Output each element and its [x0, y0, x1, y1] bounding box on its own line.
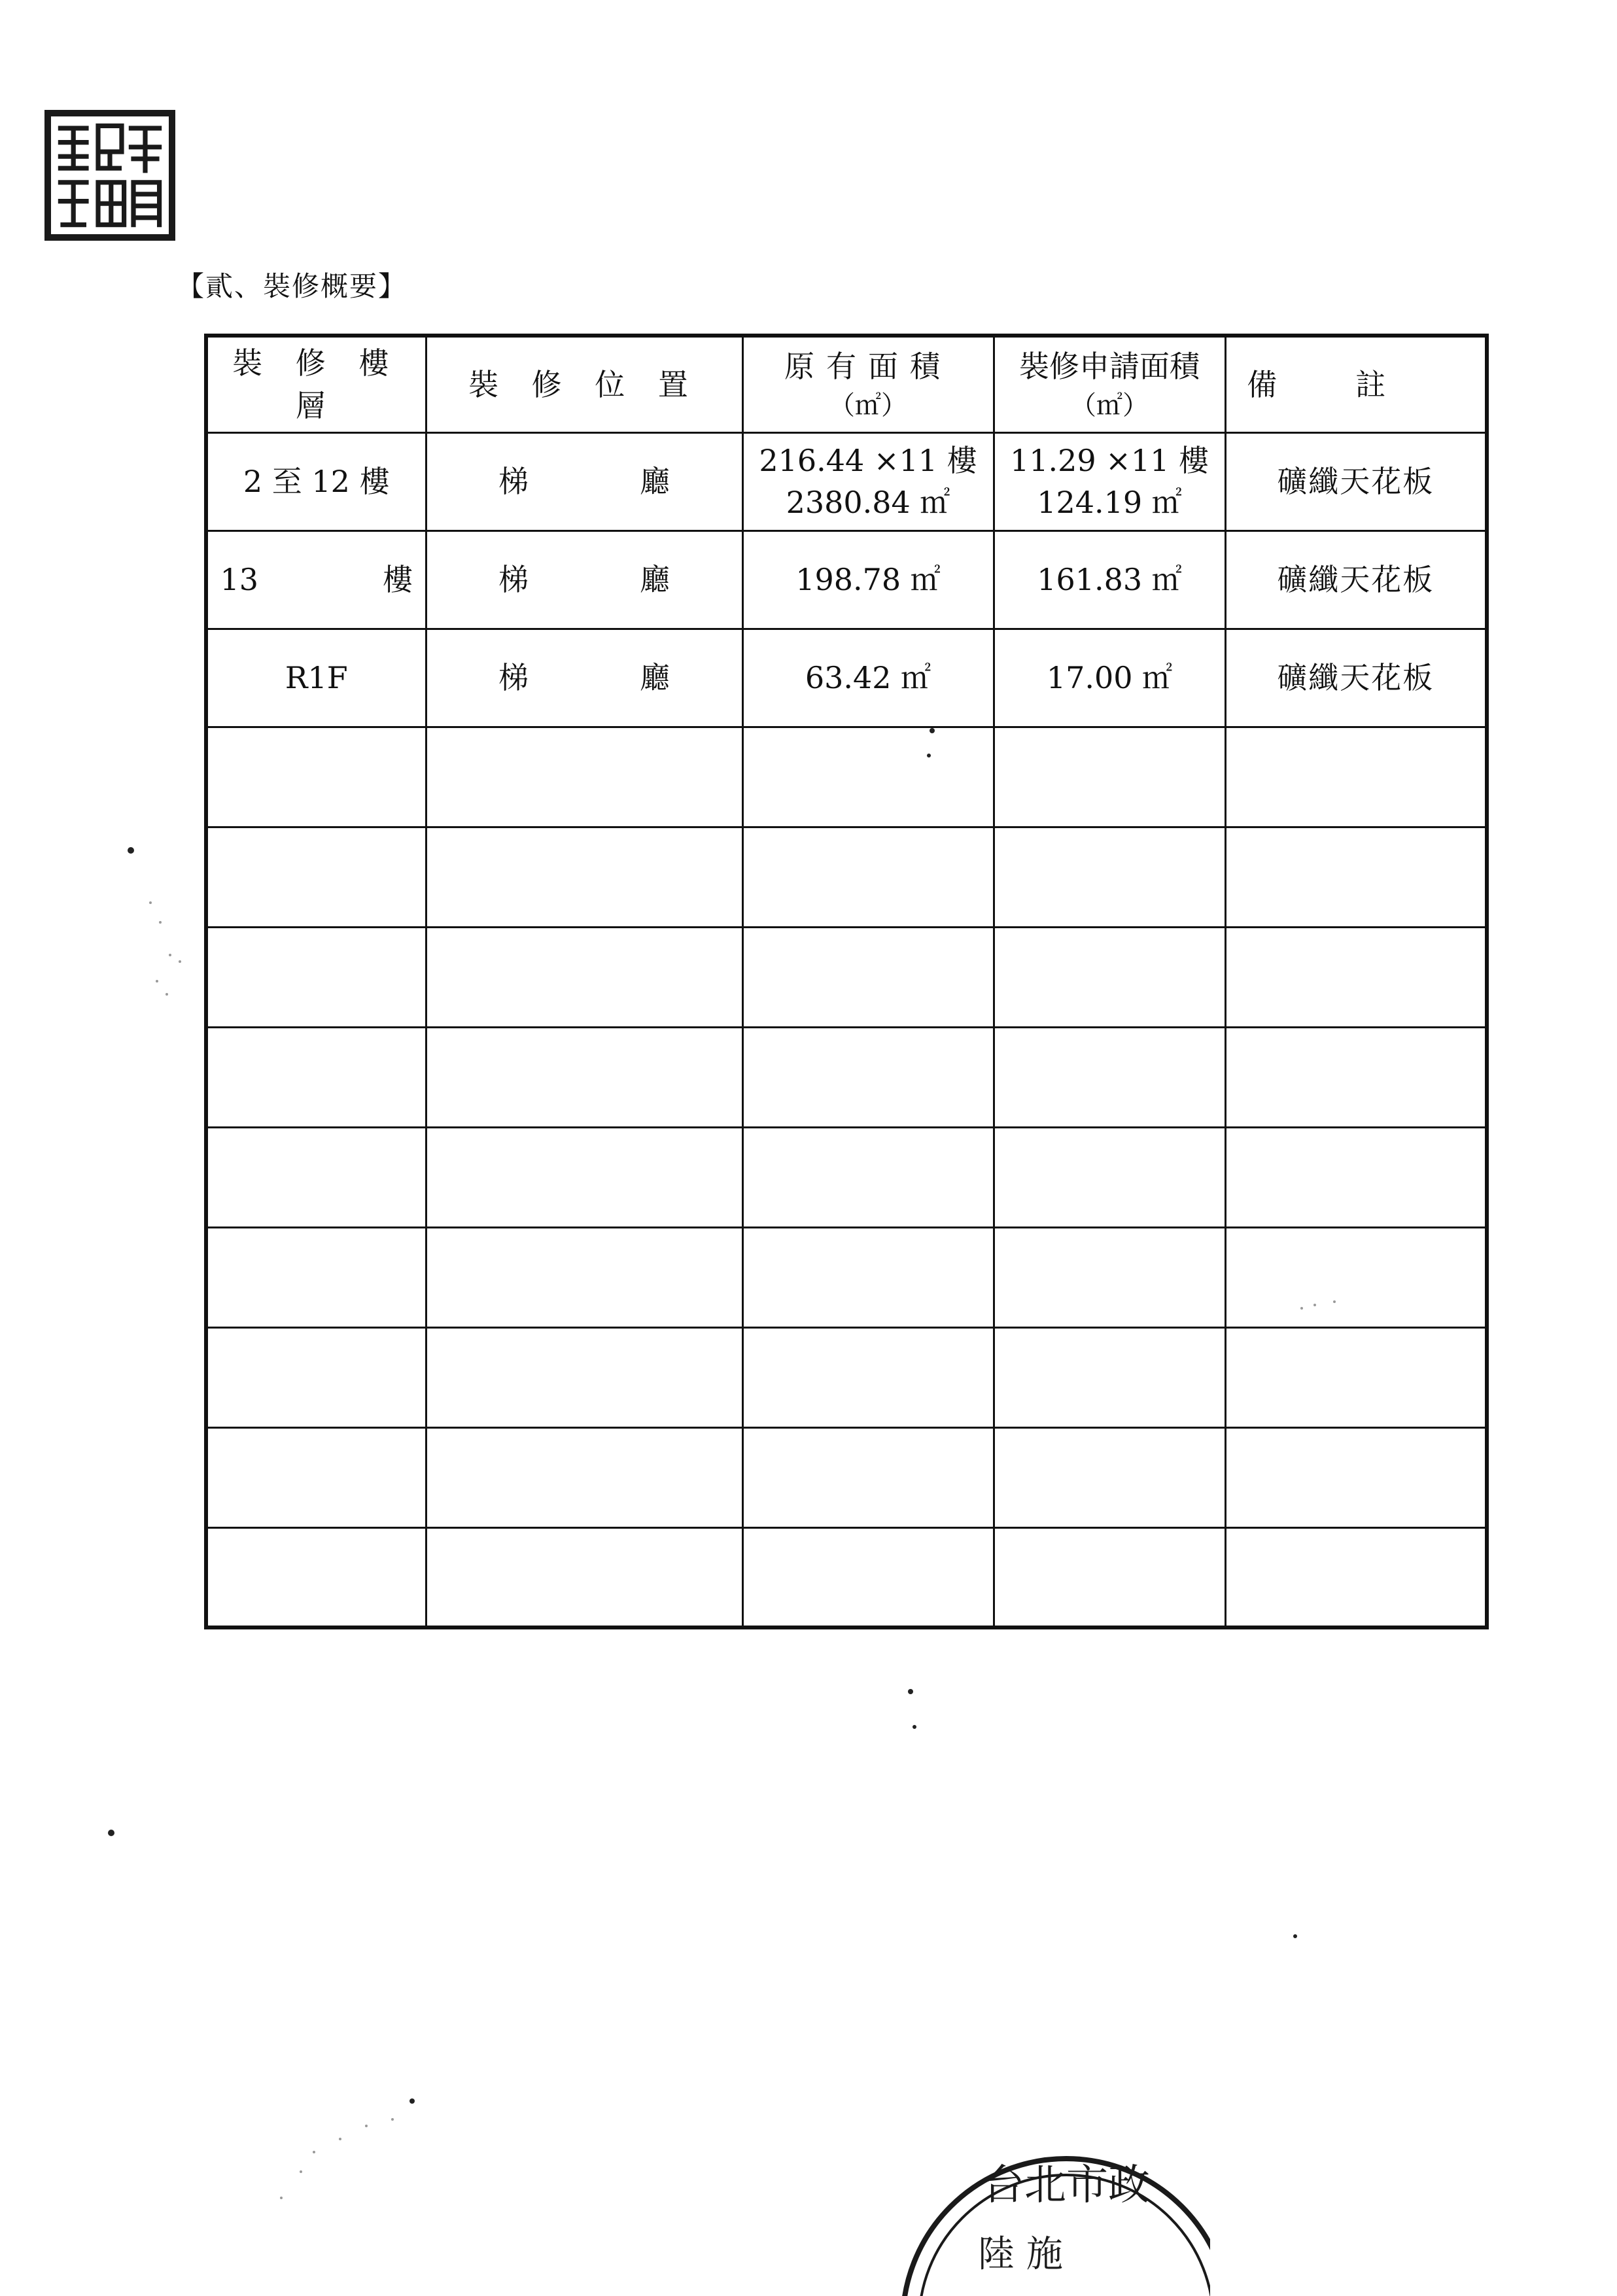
- header-original-area: 原有面積 （㎡）: [742, 336, 994, 432]
- cell-floor: R1F: [206, 629, 426, 727]
- table-row-empty: [206, 827, 1487, 927]
- table-header-row: [206, 336, 1487, 432]
- round-seal-graphic: [870, 2126, 1210, 2296]
- cell-original-area: 198.78 ㎡: [742, 531, 994, 629]
- table-row-empty: [206, 1427, 1487, 1527]
- original-area-unit: （㎡）: [829, 390, 907, 421]
- seal-outer-text: 台北市政: [982, 2161, 1150, 2210]
- cell-applied-area: 11.29 ×11 樓 124.19 ㎡: [994, 432, 1225, 531]
- table-row-empty: [206, 927, 1487, 1027]
- cell-position: 梯 廳: [426, 432, 742, 531]
- cell-remarks: 礦纖天花板: [1225, 629, 1487, 727]
- header-floor: 裝 修 樓 層: [206, 336, 426, 432]
- table-row-empty: [206, 1527, 1487, 1627]
- applied-area-unit: （㎡）: [1070, 390, 1149, 421]
- cell-floor: 13 樓: [206, 531, 426, 629]
- seal-inner-text: 陸 施: [978, 2233, 1063, 2276]
- cell-original-area: 63.42 ㎡: [742, 629, 994, 727]
- top-left-seal-stamp: [44, 110, 175, 241]
- header-position: 裝 修 位 置: [426, 336, 742, 432]
- cell-original-area: 216.44 ×11 樓 2380.84 ㎡: [742, 432, 994, 531]
- cell-remarks: 礦纖天花板: [1225, 531, 1487, 629]
- table-row-empty: [206, 727, 1487, 827]
- bottom-seal-stamp: [870, 2126, 1210, 2296]
- cell-floor: 2 至 12 樓: [206, 432, 426, 531]
- table-row-empty: [206, 1127, 1487, 1227]
- table-row: [206, 432, 1487, 531]
- cell-remarks: 礦纖天花板: [1225, 432, 1487, 531]
- cell-position: 梯 廳: [426, 531, 742, 629]
- table-row-empty: [206, 1027, 1487, 1127]
- cell-position: 梯 廳: [426, 629, 742, 727]
- header-remarks: 備註: [1225, 336, 1487, 432]
- cell-applied-area: 17.00 ㎡: [994, 629, 1225, 727]
- seal-glyphs-graphic: [51, 116, 169, 234]
- table-row: [206, 629, 1487, 727]
- table-row: [206, 531, 1487, 629]
- cell-applied-area: 161.83 ㎡: [994, 531, 1225, 629]
- section-title: 【貳、裝修概要】: [177, 270, 408, 302]
- table-row-empty: [206, 1227, 1487, 1327]
- header-applied-area: 裝修申請面積 （㎡）: [994, 336, 1225, 432]
- table-row-empty: [206, 1327, 1487, 1427]
- renovation-summary-table: [204, 334, 1489, 1629]
